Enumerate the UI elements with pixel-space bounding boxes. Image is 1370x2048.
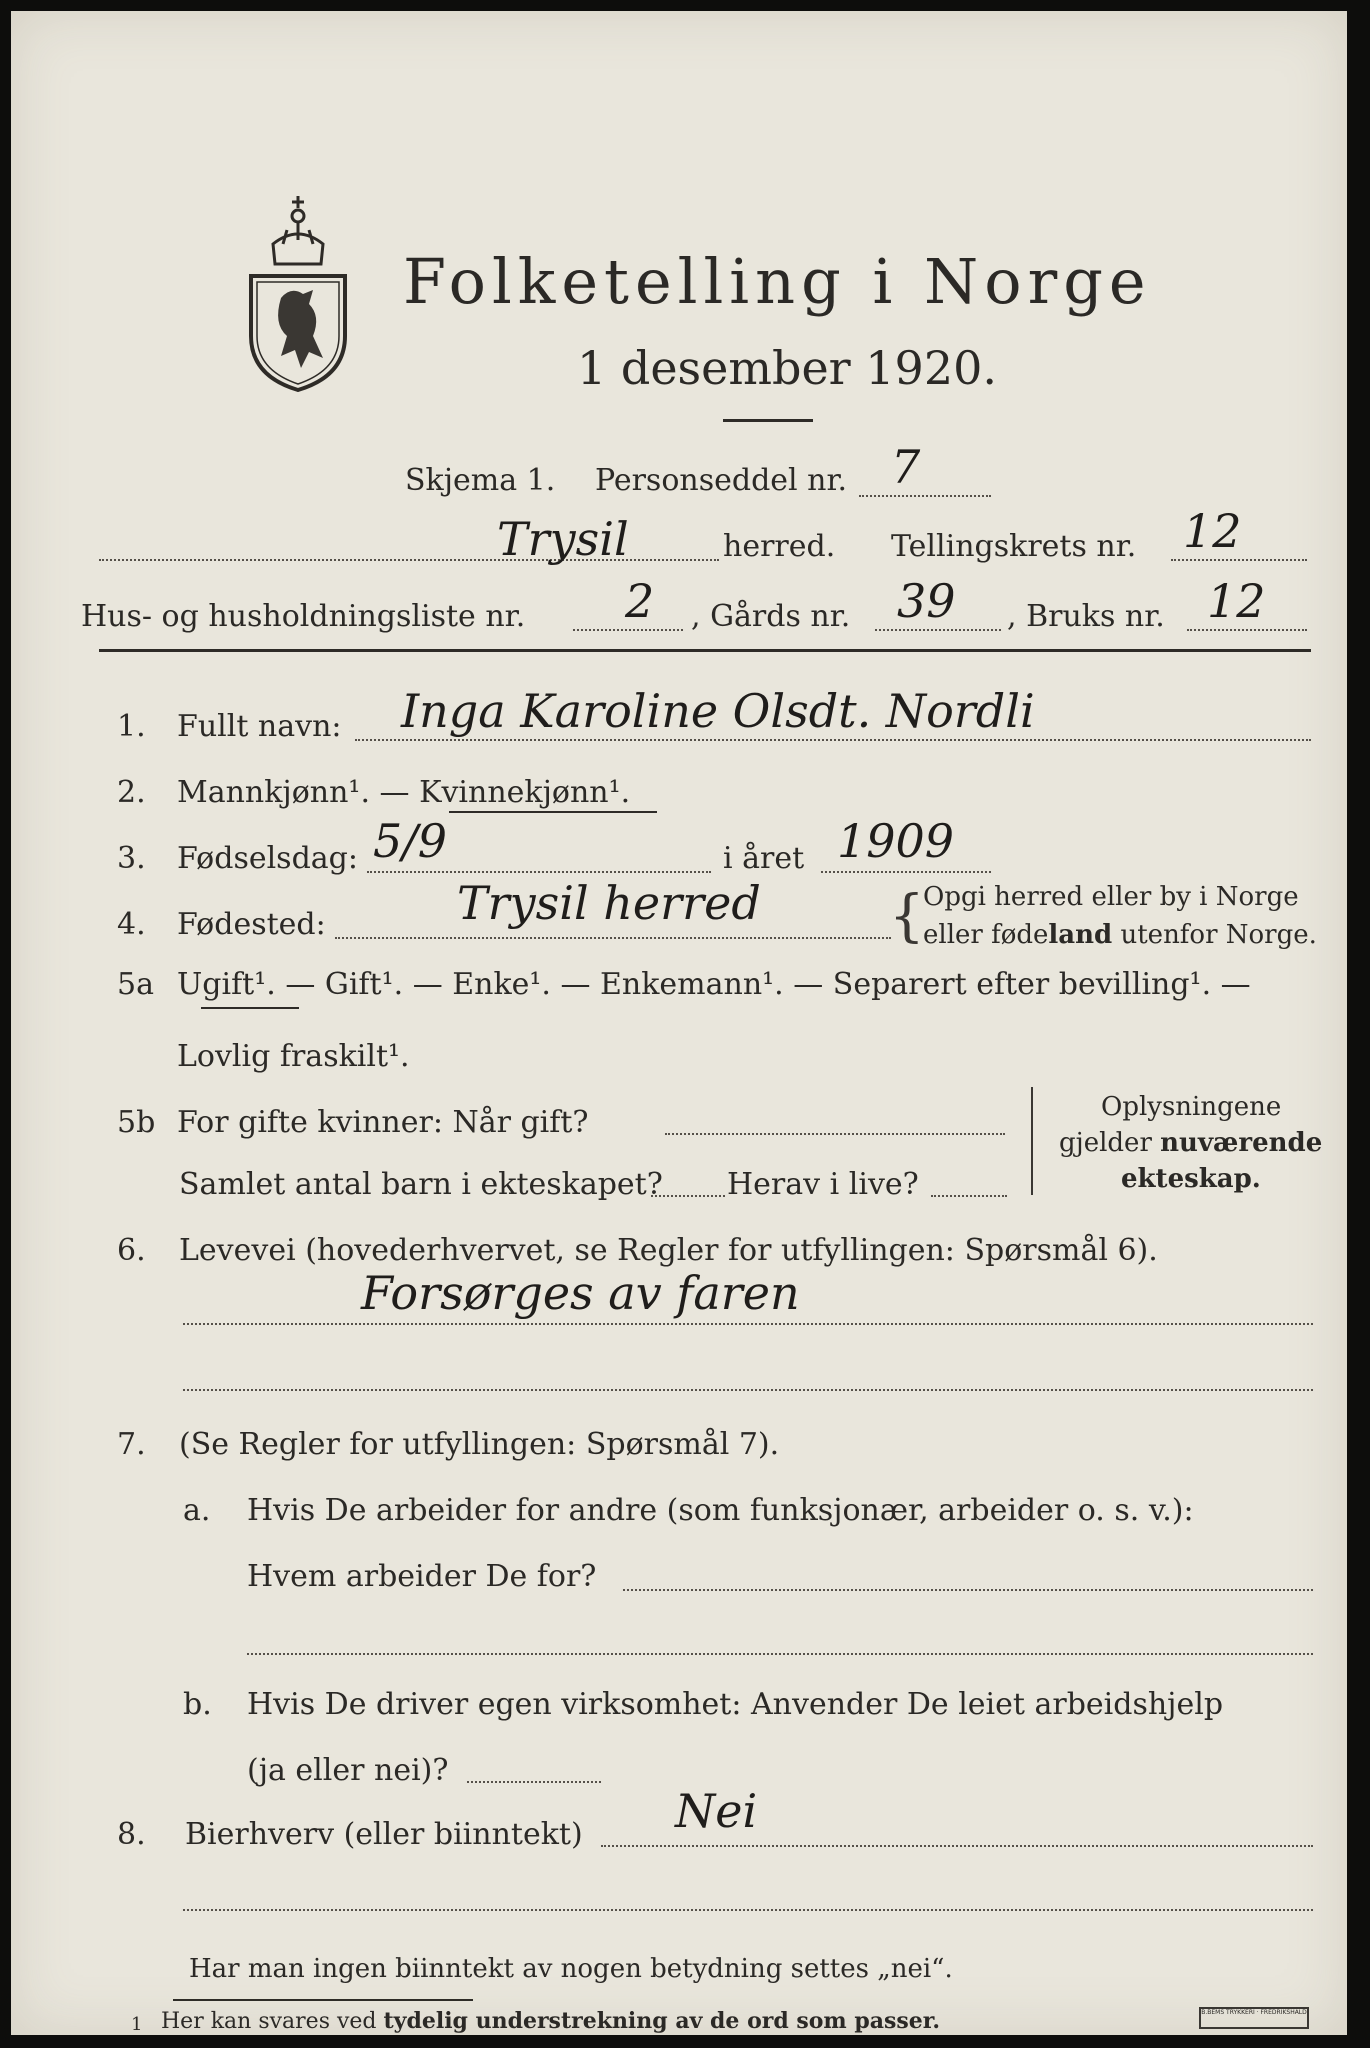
hus-line xyxy=(573,629,683,631)
q8-value: Nei xyxy=(675,1784,758,1838)
footnote-number: 1 xyxy=(131,2014,143,2035)
q3-number: 3. xyxy=(117,841,146,876)
hus-value: 2 xyxy=(625,574,655,628)
q5b-label-2: Samlet antal barn i ekteskapet? xyxy=(179,1167,663,1202)
footnote-text: Her kan svares ved tydelig understrekning av de ord som passer. xyxy=(161,2008,941,2034)
q2-label: Mannkjønn¹. — Kvinnekjønn¹. xyxy=(177,775,631,810)
gards-line xyxy=(875,629,1001,631)
q6-line-1 xyxy=(183,1323,1313,1325)
q6-number: 6. xyxy=(117,1233,146,1268)
q8-line xyxy=(601,1845,1313,1847)
header-divider xyxy=(99,649,1311,652)
bruks-value: 12 xyxy=(1207,574,1266,628)
printer-stamp: B.BEMS TRYKKERI · FREDRIKSHALD xyxy=(1199,2007,1309,2029)
q6-label: Levevei (hovederhvervet, se Regler for utfyllingen: Spørsmål 6). xyxy=(179,1233,1158,1268)
q2-number: 2. xyxy=(117,775,146,810)
q5b-married-line xyxy=(665,1133,1005,1135)
q7b-line xyxy=(467,1781,601,1783)
footer-divider xyxy=(173,1999,473,2001)
q1-label: Fullt navn: xyxy=(177,709,342,744)
personseddel-line xyxy=(859,495,991,497)
q1-value: Inga Karoline Olsdt. Nordli xyxy=(401,684,1035,738)
q3-line xyxy=(367,871,711,873)
q6-value: Forsørges av faren xyxy=(361,1266,800,1320)
q4-label: Fødested: xyxy=(177,907,326,942)
q7-number: 7. xyxy=(117,1427,146,1462)
q5b-label: For gifte kvinner: Når gift? xyxy=(177,1105,589,1140)
q5b-children-line xyxy=(651,1195,725,1197)
q5b-note-line-1: Oplysningene xyxy=(1101,1092,1282,1122)
q7b-label-2: (ja eller nei)? xyxy=(247,1753,449,1788)
q1-line xyxy=(355,739,1311,741)
personseddel-value: 7 xyxy=(891,440,921,494)
census-form xyxy=(11,11,1347,2035)
bruks-label: , Bruks nr. xyxy=(1007,599,1165,634)
q5b-alive-line xyxy=(931,1195,1007,1197)
q8-line-2 xyxy=(183,1909,1313,1911)
bruks-line xyxy=(1187,629,1307,631)
q5b-number: 5b xyxy=(117,1105,156,1140)
q7a-label-2: Hvem arbeider De for? xyxy=(247,1559,597,1594)
q5b-note-line-3: ekteskap. xyxy=(1121,1164,1261,1194)
herred-label: herred. xyxy=(723,529,836,564)
footer-note: Har man ingen biinntekt av nogen betydning settes „nei“. xyxy=(189,1954,953,1984)
q4-note-line-2: eller fødeland utenfor Norge. xyxy=(923,920,1317,950)
q7a-line-1 xyxy=(623,1589,1313,1591)
census-date: 1 desember 1920. xyxy=(577,341,997,395)
q5b-bracket xyxy=(1031,1087,1033,1195)
tellingskrets-label: Tellingskrets nr. xyxy=(891,529,1137,564)
q5a-number: 5a xyxy=(117,967,154,1002)
gards-label: , Gårds nr. xyxy=(691,599,851,634)
q5b-label-3: Herav i live? xyxy=(727,1167,919,1202)
q1-number: 1. xyxy=(117,709,146,744)
q4-number: 4. xyxy=(117,907,146,942)
q8-number: 8. xyxy=(117,1817,146,1852)
tellingskrets-value: 12 xyxy=(1183,504,1242,558)
q5b-note-line-2: gjelder nuværende xyxy=(1059,1128,1323,1158)
tellingskrets-line xyxy=(1171,559,1307,561)
herred-value: Trysil xyxy=(497,512,629,566)
q8-label: Bierhverv (eller biinntekt) xyxy=(185,1817,583,1852)
personseddel-label: Personseddel nr. xyxy=(595,463,848,498)
q4-note-line-1: Opgi herred eller by i Norge xyxy=(923,882,1299,912)
q3-value: 5/9 xyxy=(373,814,448,868)
q3-year-value: 1909 xyxy=(837,814,955,868)
q3-label: Fødselsdag: xyxy=(177,841,358,876)
q4-value: Trysil herred xyxy=(457,876,761,930)
q3-year-label: i året xyxy=(723,841,805,876)
hus-label: Hus- og husholdningsliste nr. xyxy=(81,599,526,634)
q7-label: (Se Regler for utfyllingen: Spørsmål 7). xyxy=(179,1427,780,1462)
form-title: Folketelling i Norge xyxy=(403,245,1152,318)
coat-of-arms-icon xyxy=(243,186,353,392)
q4-line xyxy=(335,937,891,939)
q7a-line-2 xyxy=(247,1653,1313,1655)
q5a-underline xyxy=(201,1007,299,1009)
schema-label: Skjema 1. xyxy=(405,463,556,498)
q6-line-2 xyxy=(183,1389,1313,1391)
q5a-label: Ugift¹. — Gift¹. — Enke¹. — Enkemann¹. — Separert efter bevilling¹. — xyxy=(177,967,1251,1002)
q4-brace: { xyxy=(889,884,925,949)
q7a-label: Hvis De arbeider for andre (som funksjonær, arbeider o. s. v.): xyxy=(247,1493,1194,1528)
title-divider xyxy=(723,419,813,422)
q2-underline xyxy=(449,811,657,813)
gards-value: 39 xyxy=(897,574,956,628)
q7b-letter: b. xyxy=(183,1687,212,1722)
q7a-letter: a. xyxy=(183,1493,211,1528)
q5a-label-2: Lovlig fraskilt¹. xyxy=(177,1039,410,1074)
q7b-label: Hvis De driver egen virksomhet: Anvender De leiet arbeidshjelp xyxy=(247,1687,1224,1722)
q3-year-line xyxy=(821,871,991,873)
